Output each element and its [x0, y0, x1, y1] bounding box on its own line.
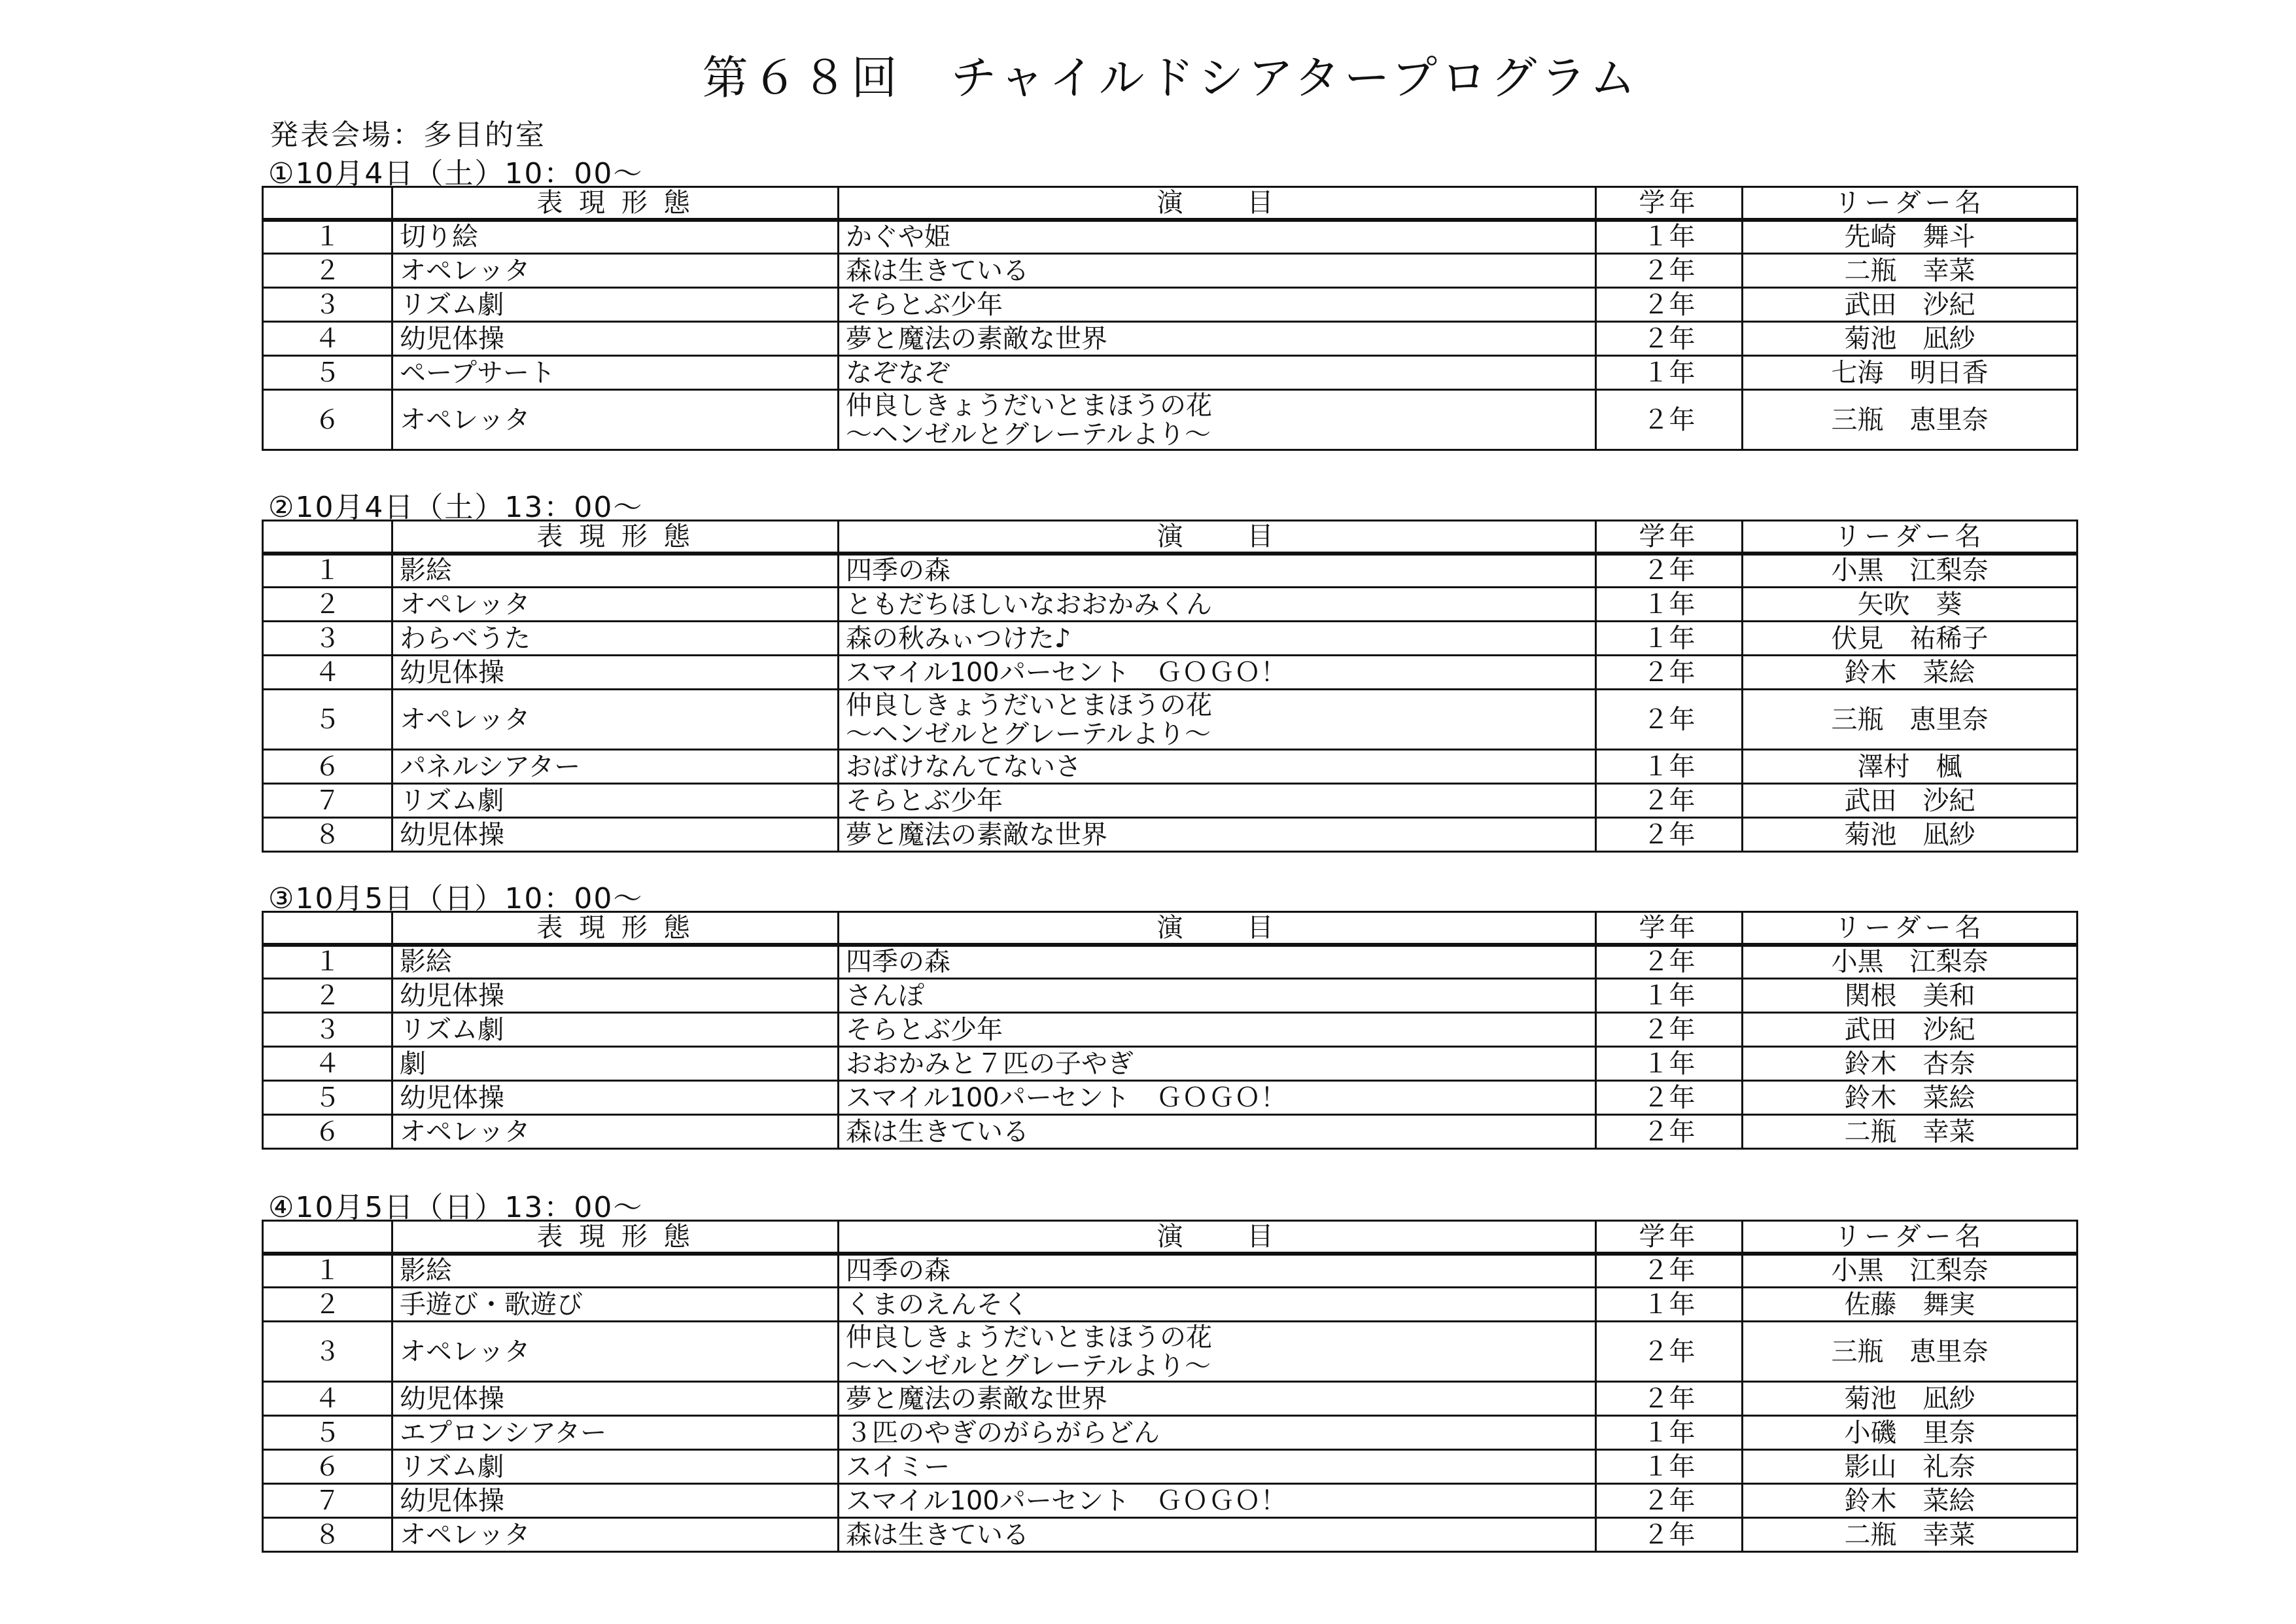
column-header-no: [263, 187, 392, 220]
cell-performance-type: オペレッタ: [392, 1518, 839, 1552]
cell-performance-type: わらべうた: [392, 622, 839, 656]
session-heading: ③10月5日（日）10：00～: [268, 882, 644, 915]
header-row: [263, 521, 2078, 554]
cell-leader-name: 菊池 凪紗: [1743, 1382, 2078, 1416]
cell-grade: １年: [1596, 1416, 1743, 1450]
column-header-no: [263, 521, 392, 554]
cell-program-title: [839, 288, 1596, 322]
cell-program-title: [839, 1484, 1596, 1518]
program-title-line: そらとぶ少年: [846, 785, 1003, 816]
cell-performance-type: 手遊び・歌遊び: [392, 1288, 839, 1322]
cell-number: １: [263, 945, 392, 979]
program-table: [262, 911, 2078, 1150]
cell-number: ２: [263, 979, 392, 1013]
program-title-line: ～ヘンゼルとグレーテルより～: [846, 718, 1211, 749]
program-title-line: 森の秋みぃつけた♪: [846, 623, 1071, 654]
table-row: [263, 1450, 2078, 1484]
cell-program-title: [839, 690, 1596, 750]
table-body: [263, 220, 2078, 450]
program-title-line: 四季の森: [846, 556, 950, 586]
cell-performance-type: オペレッタ: [392, 254, 839, 288]
cell-performance-type: リズム劇: [392, 1013, 839, 1047]
cell-number: ２: [263, 588, 392, 622]
table-body: [263, 1254, 2078, 1552]
cell-program-title: [839, 1115, 1596, 1149]
program-title-line: ともだちほしいなおおかみくん: [846, 589, 1212, 620]
session-heading: ②10月4日（土）13：00～: [268, 491, 644, 524]
cell-grade: １年: [1596, 979, 1743, 1013]
cell-leader-name: 武田 沙紀: [1743, 288, 2078, 322]
table-header: [263, 521, 2078, 554]
cell-grade: １年: [1596, 622, 1743, 656]
cell-performance-type: 影絵: [392, 1254, 839, 1288]
column-header-leader: リーダー名: [1743, 1221, 2078, 1254]
cell-performance-type: エプロンシアター: [392, 1416, 839, 1450]
cell-leader-name: 鈴木 菜絵: [1743, 1081, 2078, 1115]
cell-leader-name: 鈴木 菜絵: [1743, 656, 2078, 690]
table-row: [263, 1115, 2078, 1149]
cell-performance-type: オペレッタ: [392, 588, 839, 622]
header-row: [263, 1221, 2078, 1254]
table-row: [263, 322, 2078, 356]
program-title-line: ３匹のやぎのがらがらどん: [846, 1417, 1160, 1448]
program-title-line: おばけなんてないさ: [846, 751, 1081, 782]
program-title-line: スマイル100パーセント ＧＯＧＯ！: [846, 657, 1287, 688]
table-row: [263, 1288, 2078, 1322]
table-row: [263, 690, 2078, 750]
cell-number: ５: [263, 356, 392, 390]
table-row: [263, 1484, 2078, 1518]
cell-performance-type: リズム劇: [392, 784, 839, 818]
cell-leader-name: 澤村 楓: [1743, 750, 2078, 784]
table-row: [263, 1047, 2078, 1081]
table-row: [263, 1254, 2078, 1288]
program-title-line: ～ヘンゼルとグレーテルより～: [846, 1350, 1211, 1381]
cell-program-title: [839, 945, 1596, 979]
cell-performance-type: オペレッタ: [392, 1322, 839, 1382]
table-row: [263, 288, 2078, 322]
cell-grade: ２年: [1596, 288, 1743, 322]
cell-leader-name: 影山 礼奈: [1743, 1450, 2078, 1484]
cell-grade: ２年: [1596, 1081, 1743, 1115]
cell-program-title: [839, 588, 1596, 622]
program-title-line: おおかみと７匹の子やぎ: [846, 1048, 1134, 1079]
table-row: [263, 784, 2078, 818]
cell-performance-type: リズム劇: [392, 288, 839, 322]
table-row: [263, 254, 2078, 288]
cell-grade: ２年: [1596, 818, 1743, 852]
cell-number: ３: [263, 1013, 392, 1047]
cell-leader-name: 二瓶 幸菜: [1743, 1518, 2078, 1552]
table-row: [263, 945, 2078, 979]
program-title-line: 仲良しきょうだいとまほうの花: [846, 690, 1212, 720]
table-body: [263, 945, 2078, 1149]
program-title-line: そらとぶ少年: [846, 289, 1003, 320]
cell-grade: ２年: [1596, 1518, 1743, 1552]
session-heading: ④10月5日（日）13：00～: [268, 1191, 644, 1224]
cell-number: ８: [263, 1518, 392, 1552]
program-title-line: スイミー: [846, 1451, 950, 1482]
cell-program-title: [839, 1450, 1596, 1484]
cell-leader-name: 二瓶 幸菜: [1743, 254, 2078, 288]
cell-grade: ２年: [1596, 1254, 1743, 1288]
cell-grade: ２年: [1596, 1115, 1743, 1149]
cell-performance-type: 影絵: [392, 945, 839, 979]
cell-performance-type: 幼児体操: [392, 979, 839, 1013]
cell-program-title: [839, 750, 1596, 784]
cell-number: ６: [263, 1115, 392, 1149]
cell-grade: ２年: [1596, 322, 1743, 356]
column-header-title: 演 目: [839, 912, 1596, 945]
cell-number: ３: [263, 622, 392, 656]
cell-program-title: [839, 554, 1596, 588]
cell-grade: ２年: [1596, 784, 1743, 818]
cell-number: １: [263, 1254, 392, 1288]
cell-grade: １年: [1596, 1450, 1743, 1484]
cell-grade: １年: [1596, 1288, 1743, 1322]
cell-program-title: [839, 622, 1596, 656]
cell-grade: ２年: [1596, 254, 1743, 288]
program-table: [262, 186, 2078, 451]
table-header: [263, 187, 2078, 220]
cell-program-title: [839, 1047, 1596, 1081]
cell-leader-name: 菊池 凪紗: [1743, 818, 2078, 852]
header-row: [263, 187, 2078, 220]
session-heading: ①10月4日（土）10：00～: [268, 157, 644, 190]
cell-performance-type: 切り絵: [392, 220, 839, 254]
cell-grade: ２年: [1596, 945, 1743, 979]
program-title-line: 四季の森: [846, 947, 950, 978]
program-title-line: 森は生きている: [846, 1116, 1029, 1147]
column-header-form: 表 現 形 態: [392, 912, 839, 945]
table-row: [263, 656, 2078, 690]
column-header-no: [263, 912, 392, 945]
cell-grade: １年: [1596, 750, 1743, 784]
cell-program-title: [839, 1322, 1596, 1382]
cell-program-title: [839, 1254, 1596, 1288]
column-header-leader: リーダー名: [1743, 912, 2078, 945]
cell-performance-type: 幼児体操: [392, 1484, 839, 1518]
program-title-line: ～ヘンゼルとグレーテルより～: [846, 419, 1211, 450]
cell-program-title: [839, 656, 1596, 690]
cell-grade: ２年: [1596, 1322, 1743, 1382]
cell-grade: １年: [1596, 1047, 1743, 1081]
cell-grade: ２年: [1596, 554, 1743, 588]
cell-leader-name: 三瓶 恵里奈: [1743, 1322, 2078, 1382]
cell-leader-name: 小磯 里奈: [1743, 1416, 2078, 1450]
table-row: [263, 390, 2078, 450]
program-title-line: スマイル100パーセント ＧＯＧＯ！: [846, 1082, 1287, 1113]
cell-leader-name: 菊池 凪紗: [1743, 322, 2078, 356]
column-header-form: 表 現 形 態: [392, 521, 839, 554]
cell-number: ２: [263, 1288, 392, 1322]
cell-grade: １年: [1596, 588, 1743, 622]
table-header: [263, 1221, 2078, 1254]
cell-leader-name: 武田 沙紀: [1743, 1013, 2078, 1047]
cell-program-title: [839, 356, 1596, 390]
program-title-line: かぐや姫: [846, 222, 950, 253]
cell-performance-type: 幼児体操: [392, 322, 839, 356]
cell-performance-type: ペープサート: [392, 356, 839, 390]
program-table: [262, 1220, 2078, 1553]
table-row: [263, 1416, 2078, 1450]
cell-number: ５: [263, 1416, 392, 1450]
cell-performance-type: 幼児体操: [392, 1382, 839, 1416]
cell-leader-name: 先崎 舞斗: [1743, 220, 2078, 254]
table-body: [263, 554, 2078, 852]
cell-performance-type: 影絵: [392, 554, 839, 588]
cell-number: ３: [263, 1322, 392, 1382]
table-row: [263, 818, 2078, 852]
venue-label: 発表会場：多目的室: [270, 118, 546, 152]
column-header-title: 演 目: [839, 521, 1596, 554]
cell-leader-name: 小黒 江梨奈: [1743, 945, 2078, 979]
cell-number: ７: [263, 784, 392, 818]
cell-program-title: [839, 1013, 1596, 1047]
table-row: [263, 1322, 2078, 1382]
column-header-title: 演 目: [839, 1221, 1596, 1254]
cell-leader-name: 三瓶 恵里奈: [1743, 690, 2078, 750]
table-row: [263, 750, 2078, 784]
table-row: [263, 622, 2078, 656]
table-row: [263, 1081, 2078, 1115]
cell-program-title: [839, 818, 1596, 852]
cell-leader-name: 二瓶 幸菜: [1743, 1115, 2078, 1149]
cell-leader-name: 伏見 祐稀子: [1743, 622, 2078, 656]
column-header-grade: 学年: [1596, 521, 1743, 554]
cell-leader-name: 矢吹 葵: [1743, 588, 2078, 622]
program-title-line: 仲良しきょうだいとまほうの花: [846, 390, 1212, 421]
cell-number: ４: [263, 656, 392, 690]
table-row: [263, 1518, 2078, 1552]
cell-number: ２: [263, 254, 392, 288]
cell-performance-type: 幼児体操: [392, 818, 839, 852]
cell-grade: ２年: [1596, 656, 1743, 690]
column-header-grade: 学年: [1596, 912, 1743, 945]
cell-program-title: [839, 254, 1596, 288]
cell-program-title: [839, 1416, 1596, 1450]
program-title-line: 夢と魔法の素敵な世界: [846, 819, 1107, 850]
cell-number: ４: [263, 1382, 392, 1416]
table-row: [263, 1013, 2078, 1047]
program-title-line: 夢と魔法の素敵な世界: [846, 323, 1107, 354]
cell-program-title: [839, 322, 1596, 356]
table-header: [263, 912, 2078, 945]
program-title-line: 夢と魔法の素敵な世界: [846, 1383, 1107, 1414]
cell-leader-name: 関根 美和: [1743, 979, 2078, 1013]
program-table: [262, 520, 2078, 853]
cell-number: ６: [263, 1450, 392, 1484]
cell-program-title: [839, 979, 1596, 1013]
column-header-leader: リーダー名: [1743, 187, 2078, 220]
cell-number: ４: [263, 322, 392, 356]
cell-grade: ２年: [1596, 1382, 1743, 1416]
table-row: [263, 220, 2078, 254]
cell-leader-name: 小黒 江梨奈: [1743, 554, 2078, 588]
cell-number: ３: [263, 288, 392, 322]
document-title: 第６８回 チャイルドシアタープログラム: [702, 51, 1640, 105]
cell-program-title: [839, 1518, 1596, 1552]
cell-leader-name: 鈴木 菜絵: [1743, 1484, 2078, 1518]
cell-number: ５: [263, 690, 392, 750]
cell-grade: ２年: [1596, 1013, 1743, 1047]
cell-number: ６: [263, 750, 392, 784]
cell-number: ５: [263, 1081, 392, 1115]
cell-number: １: [263, 220, 392, 254]
cell-grade: １年: [1596, 356, 1743, 390]
cell-grade: ２年: [1596, 390, 1743, 450]
cell-performance-type: 幼児体操: [392, 656, 839, 690]
cell-number: ７: [263, 1484, 392, 1518]
cell-leader-name: 鈴木 杏奈: [1743, 1047, 2078, 1081]
table-row: [263, 1382, 2078, 1416]
table-row: [263, 588, 2078, 622]
cell-leader-name: 佐藤 舞実: [1743, 1288, 2078, 1322]
column-header-grade: 学年: [1596, 187, 1743, 220]
program-title-line: スマイル100パーセント ＧＯＧＯ！: [846, 1485, 1287, 1516]
cell-performance-type: 幼児体操: [392, 1081, 839, 1115]
program-title-line: くまのえんそく: [846, 1289, 1029, 1320]
table-row: [263, 554, 2078, 588]
cell-leader-name: 武田 沙紀: [1743, 784, 2078, 818]
cell-leader-name: 小黒 江梨奈: [1743, 1254, 2078, 1288]
table-row: [263, 356, 2078, 390]
column-header-form: 表 現 形 態: [392, 187, 839, 220]
program-title-line: そらとぶ少年: [846, 1014, 1003, 1045]
cell-program-title: [839, 1382, 1596, 1416]
cell-program-title: [839, 220, 1596, 254]
cell-performance-type: オペレッタ: [392, 1115, 839, 1149]
column-header-grade: 学年: [1596, 1221, 1743, 1254]
cell-performance-type: オペレッタ: [392, 390, 839, 450]
cell-number: ４: [263, 1047, 392, 1081]
program-title-line: さんぽ: [846, 980, 924, 1011]
column-header-leader: リーダー名: [1743, 521, 2078, 554]
program-title-line: 森は生きている: [846, 1519, 1029, 1550]
cell-number: ６: [263, 390, 392, 450]
cell-leader-name: 三瓶 恵里奈: [1743, 390, 2078, 450]
cell-grade: ２年: [1596, 690, 1743, 750]
cell-performance-type: リズム劇: [392, 1450, 839, 1484]
column-header-no: [263, 1221, 392, 1254]
cell-performance-type: 劇: [392, 1047, 839, 1081]
cell-program-title: [839, 1081, 1596, 1115]
column-header-form: 表 現 形 態: [392, 1221, 839, 1254]
program-title-line: なぞなぞ: [846, 357, 950, 388]
cell-grade: １年: [1596, 220, 1743, 254]
program-title-line: 仲良しきょうだいとまほうの花: [846, 1322, 1212, 1352]
table-row: [263, 979, 2078, 1013]
cell-program-title: [839, 390, 1596, 450]
cell-program-title: [839, 784, 1596, 818]
cell-grade: ２年: [1596, 1484, 1743, 1518]
cell-number: ８: [263, 818, 392, 852]
program-title-line: 森は生きている: [846, 255, 1029, 286]
cell-program-title: [839, 1288, 1596, 1322]
cell-performance-type: オペレッタ: [392, 690, 839, 750]
cell-leader-name: 七海 明日香: [1743, 356, 2078, 390]
column-header-title: 演 目: [839, 187, 1596, 220]
header-row: [263, 912, 2078, 945]
program-title-line: 四季の森: [846, 1256, 950, 1286]
cell-number: １: [263, 554, 392, 588]
cell-performance-type: パネルシアター: [392, 750, 839, 784]
